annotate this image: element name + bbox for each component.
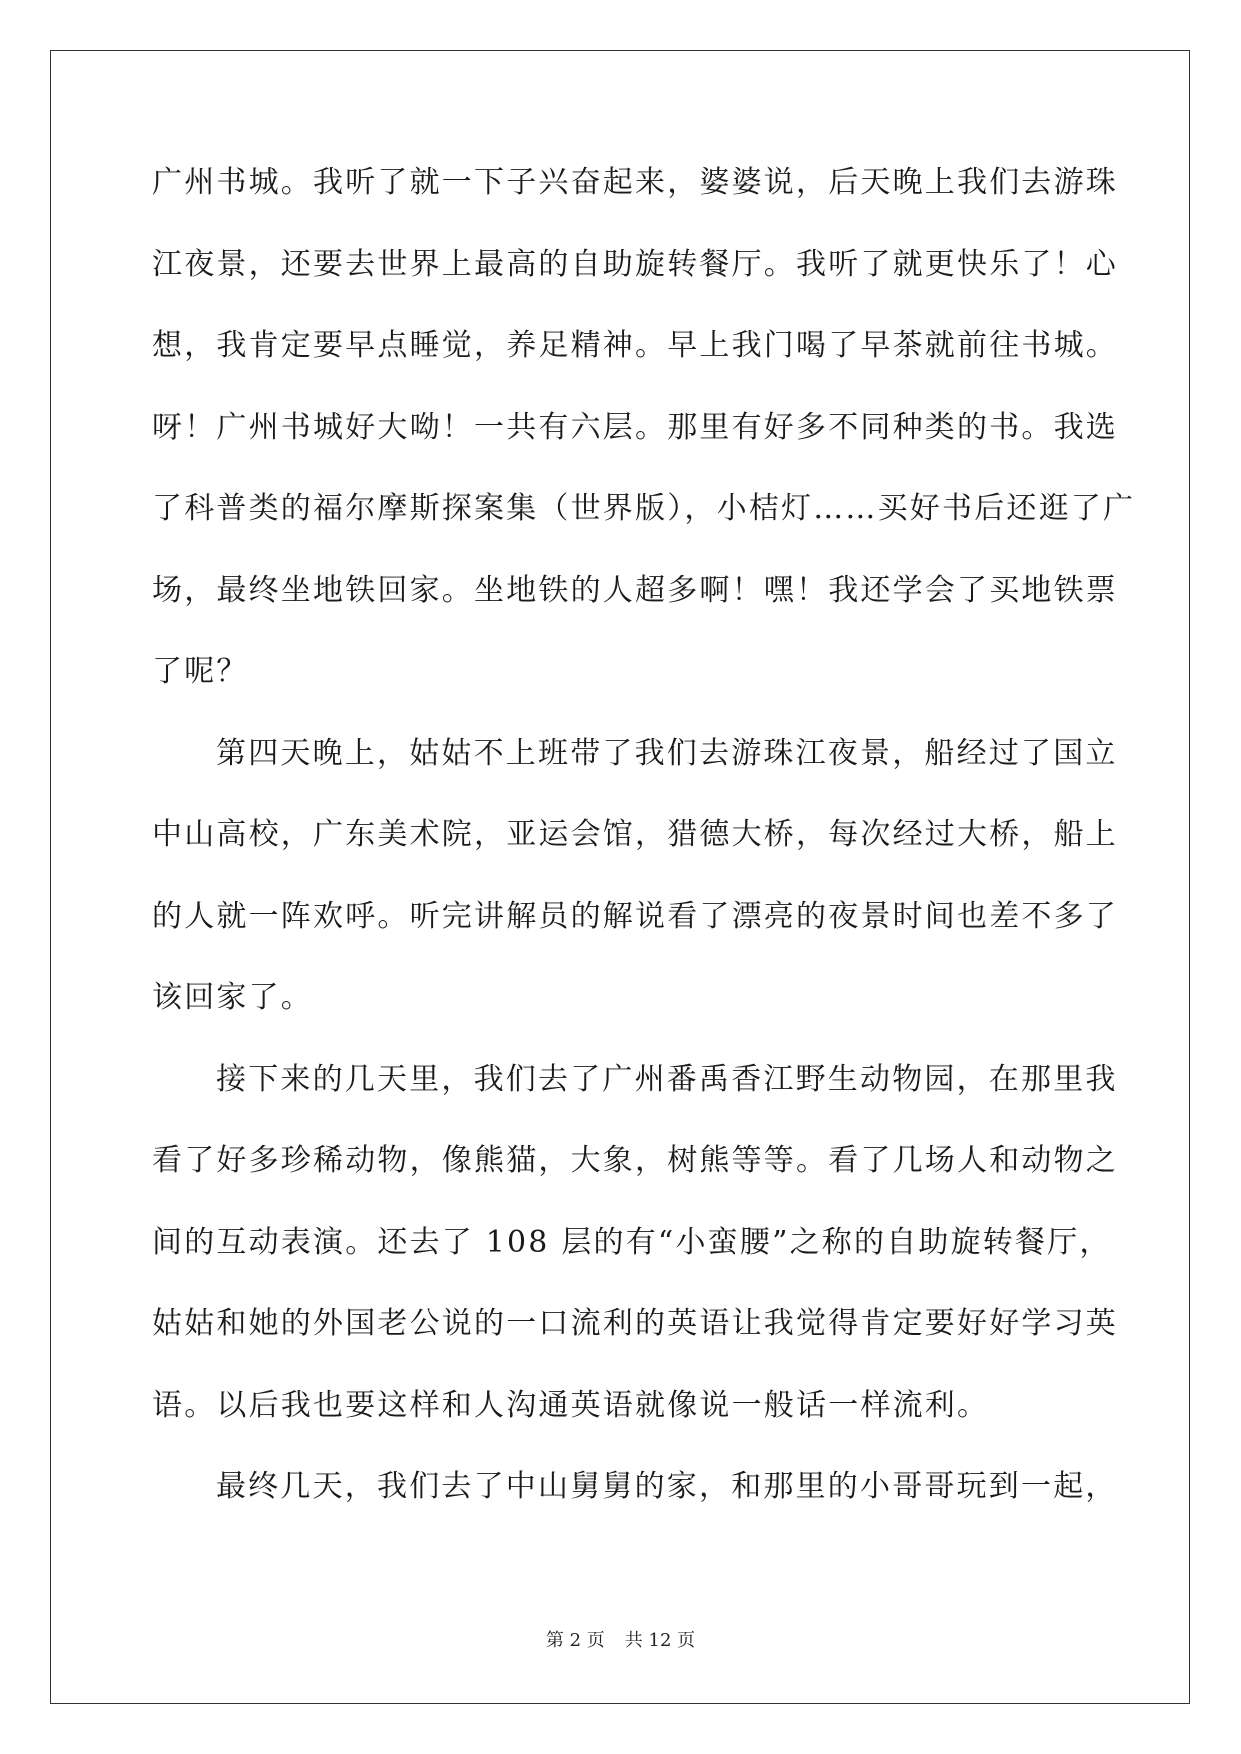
text-line: 江夜景，还要去世界上最高的自助旋转餐厅。我听了就更快乐了！心	[152, 246, 1118, 282]
text-line: 呀！广州书城好大呦！一共有六层。那里有好多不同种类的书。我选	[152, 409, 1118, 445]
text-line: 广州书城。我听了就一下子兴奋起来，婆婆说，后天晚上我们去游珠	[152, 165, 1118, 200]
body-text	[152, 157, 1136, 1543]
current-page-number: 第 2 页	[545, 1630, 605, 1651]
text-line: 看了好多珍稀动物，像熊猫，大象，树熊等等。看了几场人和动物之	[152, 1143, 1118, 1178]
text-line: 想，我肯定要早点睡觉，养足精神。早上我门喝了早茶就前往书城。	[152, 328, 1118, 363]
text-line: 场，最终坐地铁回家。坐地铁的人超多啊！嘿！我还学会了买地铁票	[152, 572, 1118, 608]
text-line: 了呢？	[152, 654, 249, 689]
text-line: 语。以后我也要这样和人沟通英语就像说一般话一样流利。	[152, 1387, 990, 1423]
text-line: 姑姑和她的外国老公说的一口流利的英语让我觉得肯定要好好学习英	[152, 1306, 1118, 1341]
text-line: 了科普类的福尔摩斯探案集（世界版），小桔灯……买好书后还逛了广	[152, 491, 1136, 526]
text-line: 中山高校，广东美术院，亚运会馆，猎德大桥，每次经过大桥，船上	[152, 817, 1118, 852]
text-line: 该回家了。	[152, 980, 313, 1015]
paragraph-start-line: 接下来的几天里，我们去了广州番禹香江野生动物园，在那里我	[216, 1061, 1118, 1097]
page-footer	[0, 1626, 1241, 1652]
text-line: 的人就一阵欢呼。听完讲解员的解说看了漂亮的夜景时间也差不多了	[152, 898, 1118, 934]
text-line: 间的互动表演。还去了 108 层的有“小蛮腰”之称的自助旋转餐厅，	[152, 1224, 1112, 1260]
paragraph-start-line: 第四天晚上，姑姑不上班带了我们去游珠江夜景，船经过了国立	[216, 735, 1118, 771]
paragraph-start-line: 最终几天，我们去了中山舅舅的家，和那里的小哥哥玩到一起，	[216, 1469, 1118, 1504]
total-page-count: 共 12 页	[624, 1630, 696, 1651]
